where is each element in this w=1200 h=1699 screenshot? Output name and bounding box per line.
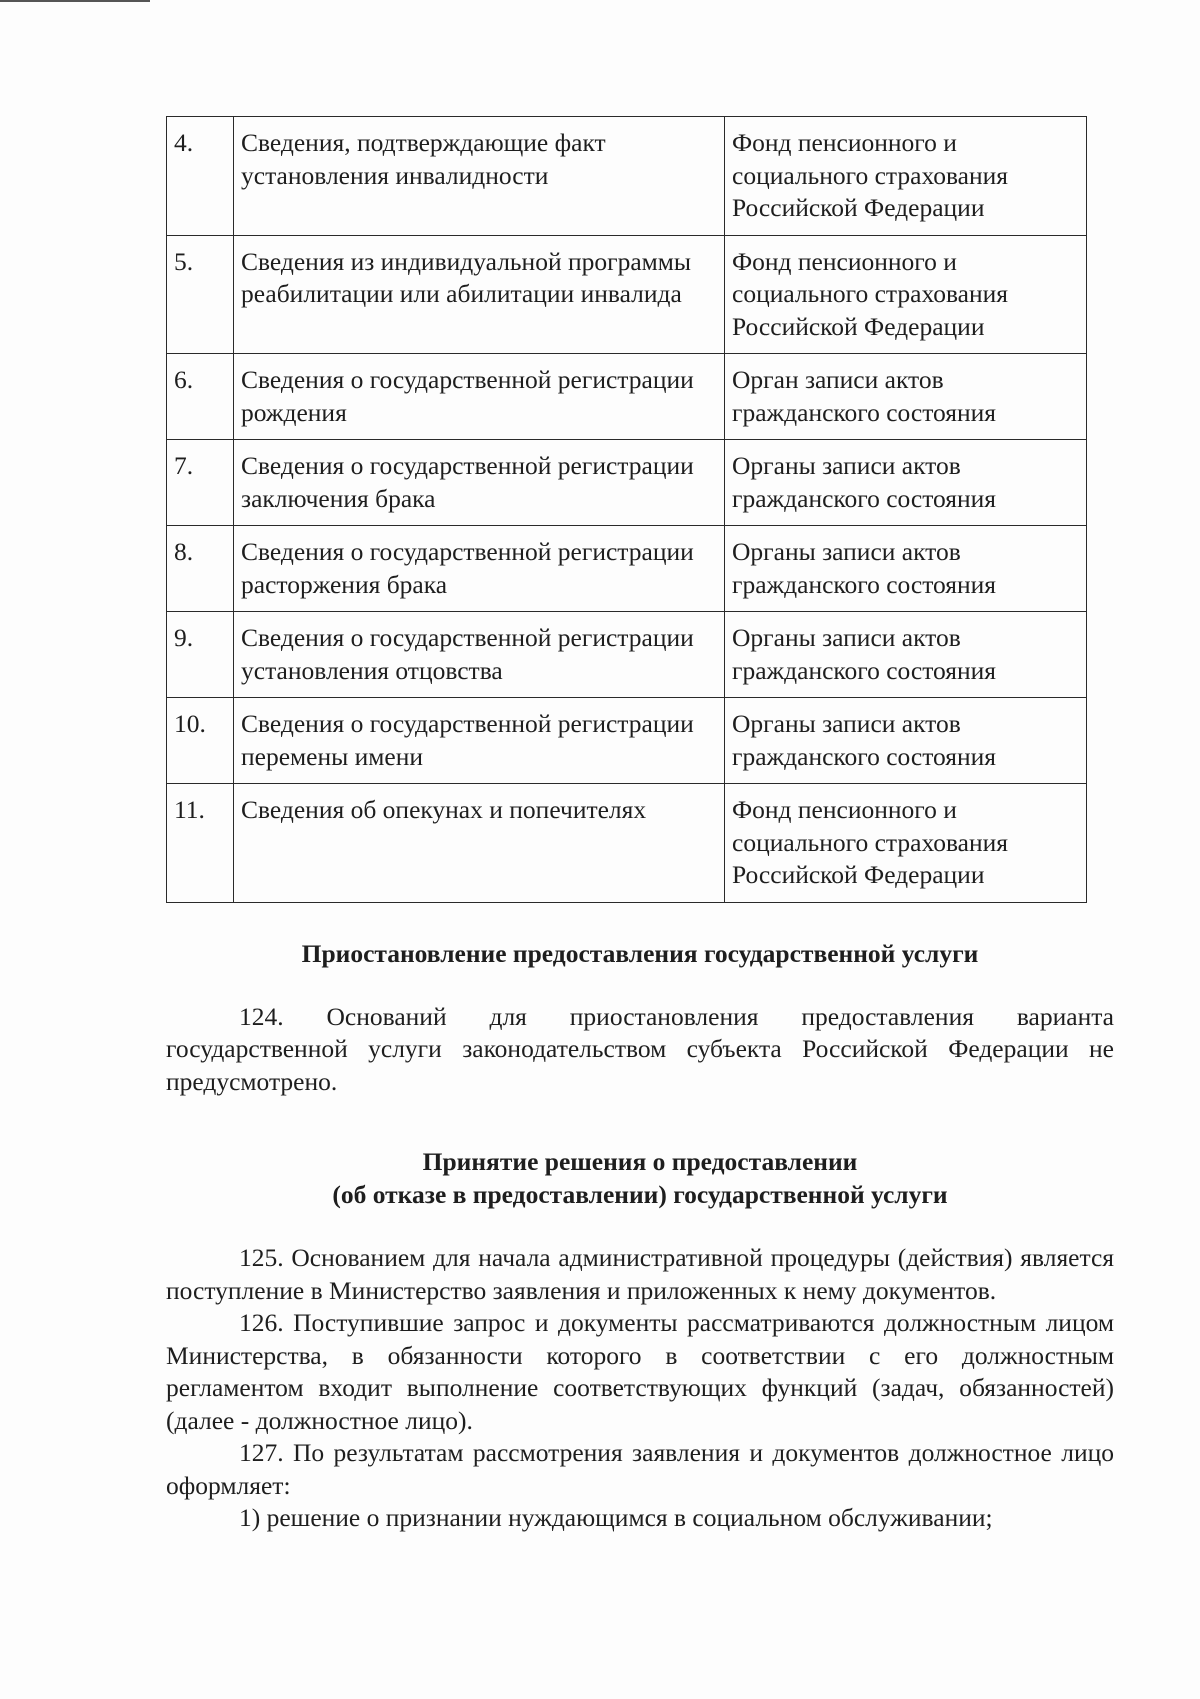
paragraph-124: 124. Оснований для приостановления предоставления варианта государственной услуги законодательством субъекта Российской Федерации не предусмотрено.	[166, 1001, 1114, 1096]
table-row	[167, 784, 1087, 903]
info-name: Сведения из индивидуальной программы реабилитации или абилитации инвалида	[234, 235, 725, 354]
row-number: 11.	[167, 784, 234, 903]
paragraph-126: 126. Поступившие запрос и документы рассматриваются должностным лицом Министерства, в обязанности которого в соответствии с его должностным регламентом входит выполнение соответствующих функций (задач, обязанностей) (далее - должностное лицо).	[166, 1308, 1114, 1435]
info-name: Сведения о государственной регистрации расторжения брака	[234, 526, 725, 612]
table-row	[167, 235, 1087, 354]
paragraph-125: 125. Основанием для начала административной процедуры (действия) является поступление в Министерство заявления и приложенных к нему документов.	[166, 1243, 1114, 1305]
information-sources-table	[166, 116, 1087, 903]
row-number: 7.	[167, 440, 234, 526]
row-number: 5.	[167, 235, 234, 354]
table-row	[167, 612, 1087, 698]
provider-org: Органы записи актов гражданского состояния	[725, 440, 1087, 526]
info-name: Сведения о государственной регистрации установления отцовства	[234, 612, 725, 698]
section-title-decision-line1: Принятие решения о предоставлении	[422, 1147, 858, 1176]
table-row	[167, 698, 1087, 784]
provider-org: Орган записи актов гражданского состояния	[725, 354, 1087, 440]
provider-org: Органы записи актов гражданского состояния	[725, 612, 1087, 698]
info-name: Сведения об опекунах и попечителях	[234, 784, 725, 903]
row-number: 4.	[167, 117, 234, 236]
provider-org: Фонд пенсионного и социального страхования Российской Федерации	[725, 235, 1087, 354]
info-name: Сведения о государственной регистрации рождения	[234, 354, 725, 440]
row-number: 9.	[167, 612, 234, 698]
info-name: Сведения, подтверждающие факт установления инвалидности	[234, 117, 725, 236]
info-name: Сведения о государственной регистрации перемены имени	[234, 698, 725, 784]
row-number: 6.	[167, 354, 234, 440]
provider-org: Фонд пенсионного и социального страхования Российской Федерации	[725, 117, 1087, 236]
section-title-suspension: Приостановление предоставления государственной услуги	[301, 938, 979, 968]
paragraph-127: 127. По результатам рассмотрения заявления и документов должностное лицо оформляет:	[166, 1438, 1114, 1500]
document-page	[166, 116, 1114, 1535]
table-row	[167, 440, 1087, 526]
table-body	[167, 117, 1087, 903]
table-row	[167, 117, 1087, 236]
paragraph-127-item-1: 1) решение о признании нуждающимся в социальном обслуживании;	[239, 1503, 993, 1532]
section-title-decision-line2: (об отказе в предоставлении) государственной услуги	[332, 1180, 948, 1209]
provider-org: Органы записи актов гражданского состояния	[725, 698, 1087, 784]
top-edge-rule	[0, 0, 150, 2]
info-name: Сведения о государственной регистрации заключения брака	[234, 440, 725, 526]
table-row	[167, 354, 1087, 440]
row-number: 8.	[167, 526, 234, 612]
provider-org: Органы записи актов гражданского состояния	[725, 526, 1087, 612]
row-number: 10.	[167, 698, 234, 784]
provider-org: Фонд пенсионного и социального страхования Российской Федерации	[725, 784, 1087, 903]
table-row	[167, 526, 1087, 612]
